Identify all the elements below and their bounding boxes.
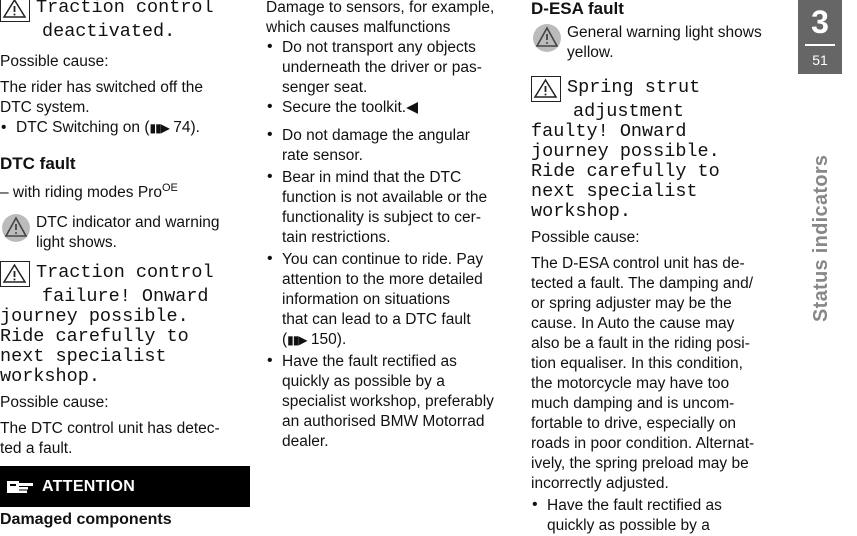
chapter-tab-divider <box>805 44 835 46</box>
possible-cause-label: Possible cause: <box>531 229 640 246</box>
message-traction-deactivated: Traction control <box>0 0 250 22</box>
warning-triangle-icon <box>531 76 561 102</box>
attention-hand-icon <box>6 476 36 498</box>
column-middle: Damage to sensors, for example, which causes malfunctions • Do not transport any objects underneath the driver or pas- senger seat. • Secure the toolkit.◀ • Do not damage the angular rate sensor. • Bear in mind that the DTC function is not available or the functionality is subject to cer- tain restrictions. • You can continue to ride. Pay attention to the more detailed information on situations that can lead to a DTC fault (▮▮▶ 150). • Have the fault rectified as quickly as possible by a specialist workshop, preferably an authorised BMW Motorrad dealer. <box>266 0 516 452</box>
possible-cause-label: Possible cause: <box>0 53 109 70</box>
general-warning-note: General warning light shows yellow. <box>531 23 789 63</box>
list-item: • Have the fault rectified as quickly as possible by a <box>531 496 789 536</box>
page-reference-arrow-icon: ▮▮▶ <box>287 333 307 347</box>
message-traction-failure: Traction control <box>0 263 250 287</box>
warning-triangle-icon <box>0 261 30 287</box>
attention-banner: ATTENTION <box>0 466 250 507</box>
list-item: • Do not transport any objects underneath the driver or pas- senger seat. <box>266 38 516 98</box>
section-side-label: Status indicators <box>810 154 832 322</box>
list-item: • Have the fault rectified as quickly as possible by a specialist workshop, preferably an authorised BMW Motorrad dealer. <box>266 352 516 452</box>
list-item: • Secure the toolkit.◀ <box>266 98 516 118</box>
dtc-indicator-icon <box>0 212 30 238</box>
column-right: D-ESA fault General warning light shows yellow. Spring strut adjustment faulty! Onward journey possible. Ride carefully to next specialist workshop. Possible cause: The D-ESA control unit has de- tected a fault. The damping and/ or spring adjuster may be the cause. In Auto the cause may also be a fault in the riding posi- tion equaliser. In this condition, the motorcycle may have too much damping and is uncom- fortable to drive, especially on roads in poor condition. Alternat- ively, the spring preload may be incorrectly adjusted. • Have the fault rectified as quickly as possible by a <box>531 0 789 536</box>
chapter-tab <box>798 0 842 74</box>
page-reference-arrow-icon: ▮▮▶ <box>149 121 169 135</box>
dtc-indicator-note: DTC indicator and warning light shows. <box>0 213 250 253</box>
page-number: 51 <box>812 52 828 68</box>
dtc-fault-heading: DTC fault <box>0 154 76 173</box>
list-item: • Do not damage the angular rate sensor. <box>266 126 516 166</box>
cause-paragraph: The D-ESA control unit has de- tected a fault. The damping and/ or spring adjuster may be the cause. In Auto the cause may also be a fault in the riding posi- tion equaliser. In this condition, the motorcycle may have too much damping and is uncom- fortable to drive, especially on roads in poor condition. Alternat- ively, the spring preload may be incorrectly adjusted. <box>531 255 755 492</box>
desa-fault-heading: D-ESA fault <box>531 0 624 18</box>
warning-triangle-icon <box>0 0 30 22</box>
dtc-fault-page-link[interactable]: (▮▮▶ 150). <box>282 331 347 348</box>
riding-modes-note: – with riding modes Pro$^{OE}$ <box>0 182 178 202</box>
list-item: • You can continue to ride. Pay attention to the more detailed information on situations that can lead to a DTC fault (▮▮▶ 150). <box>266 250 516 350</box>
dtc-switching-on-link[interactable]: • DTC Switching on (▮▮▶ 74). <box>0 118 250 138</box>
damaged-components-heading: Damaged components <box>0 511 172 529</box>
general-warning-icon <box>531 22 561 48</box>
column-left: Traction control deactivated. Possible cause: The rider has switched off the DTC system. • DTC Switching on (▮▮▶ 74). DTC fault – with riding modes Pro$^{OE}$ DTC indicator and warning light shows. Traction control failure! Onward journey possible. Ride carefully to next specialist workshop. Possible cause: The DTC control unit has detec- ted a fault. ATTENTION Damaged components <box>0 0 250 531</box>
possible-cause-label: Possible cause: <box>0 394 109 412</box>
message-spring-strut-faulty: Spring strut <box>531 78 789 102</box>
list-item: • Bear in mind that the DTC function is not available or the functionality is subject to cer- tain restrictions. <box>266 168 516 248</box>
chapter-number: 3 <box>811 4 829 40</box>
